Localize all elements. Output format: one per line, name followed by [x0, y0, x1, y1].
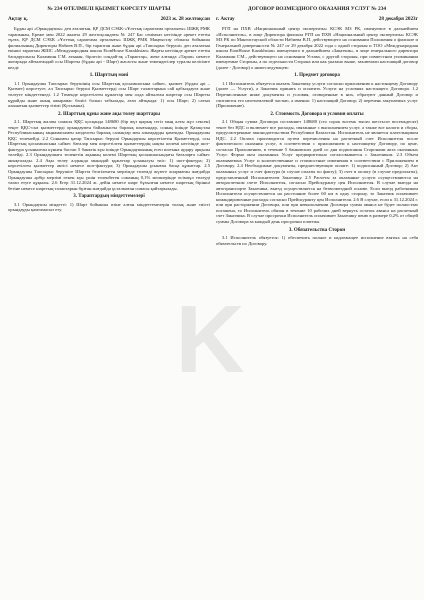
- section-3-heading-ru: 3. Обязательства Сторон: [288, 227, 346, 233]
- contract-title-kz: № 234 ӨТЕЛМЕЛІ ҚЫЗМЕТ КӨРСЕТУ ШАРТЫ: [47, 6, 171, 12]
- section-1-text-ru: 1.1 Исполнитель обязуется оказать Заказчику услуги согласно приложению к настоящему Договору (далее — Услуги), а Заказчик принять и оплатить Услуги на условиях настоящего Договора. 1.2 Перечисленные ниже документы и условия, оговоренные в них, образуют данный Договор и считаются его неотъемлемой частью, а именно: 1) настоящий Договор; 2) перечень закупаемых услуг (Приложение).: [216, 80, 418, 109]
- section-2-heading-ru: 2. Стоимость Договора и условия оплаты: [270, 111, 364, 117]
- section-1-text-kz: 1.1 Орындаушы Тапсырыс берушінің осы Шарттың қосымшасына сәйкес, қызмет (бұдан әрі – Қызмет) көрсетуге, ал Тапсырыс беруші Қызметтерді осы Шарт талаптарына сай қабылдауға және төлеуге міндеттенеді. 1.2 Төменде көрсетілген құжаттар мен олда айтылған шарттар осы Шартты құрайды және оның ажырамас бөлігі болып табылады, атап айтқанда: 1) осы Шарт; 2) сатып алынатын қызметтер тізімі (Қосымша).: [8, 80, 210, 109]
- section-2-heading-kz: 2. Шарттың құны және ақы төлеу шарттары: [58, 111, 160, 117]
- russian-column: [216, 6, 418, 596]
- date-kz: 2023 ж. 28 желтоқсан: [160, 16, 210, 22]
- section-2-text-kz: 2.1. Шарттың жалпы сомасы ҚҚС қосқанда 148680 (бір жүз қырық сегіз мың алты жүз сексен) теңге ҚҚС-сыз қызметтерді орындаумен байланысты барлық шығындар, соның ішінде Қазақстан Республикасының заңнамасымен көзделген барлық салықтар мен алымдарды қамтиды. Орындаушы ҚҚС төлемейді. 2.2 Сонымен қатар Тапсырыс беруші Орындаушы көрсетілетін Қызметтерді, осы Шарттың қосымшасына сәйкес бағалар мен көрсетілген қызметтердің нақты көлемі негізінде шот-фактура ұсынылған күннен бастап 5 банктік күн ішінде Орындаушының есеп шотына аудару арқылы төлейді. 2.3 Орындаушыға төленетін ақының көлемі Шарттың қосымшасындағы бағаларға сәйкес анықталады. 2.4 Ақы төлеу алдында мынадай құжаттар ұсынылуы тиіс: 1) шот-фактура; 2) көрсетілген қызметтер актісі немесе шот-фактура; 3) Орындаушы ұсынған басқа құжаттар. 2.5 Орындаушы Тапсырыс берушіге Шартта белгіленген мерзімде төлемді жүзеге асырмаған жағдайда Орындаушы әрбір мерзімі өткен күн үшін төленбеген соманың 0,1% мөлшерінде өсімпұл төлеуді талап етуге құқылы. 2.6 Егер 31.12.2024 ж. дейін немесе шарт бұзылған немесе шарттың бірінші бетіне немесе шарттың талаптарын бұзған жағдайда ұсталмаған сомасы қайтарылады.: [8, 119, 210, 191]
- contract-title-ru: ДОГОВОР ВОЗМЕЗДНОГО ОКАЗАНИЯ УСЛУГ № 234: [247, 6, 387, 12]
- place-date-kz: [8, 16, 210, 23]
- place-date-ru: [216, 16, 418, 23]
- section-3-heading-kz: 3. Тараптардың міндеттемелері: [73, 194, 145, 200]
- section-2-text-ru: 2.1 Общая сумма Договора составляет 148680 (сто сорок восемь тысяч шестьсот восемьдесят) тенге без НДС и включает все расходы, связанные с выполнением услуг, а также все налоги и сборы, предусмотренные законодательством Республики Казахстан. Исполнитель не является плательщиком НДС. 2.2 Оплата производится путем перечисления на расчетный счет Исполнителя после фактического оказания услуг, в соответствии с приложением к настоящему Договору, по цене, согласно Приложению, в течение 5 банковских дней со дня подписания Сторонами акта оказанных Услуг. Форма акта оказанных Услуг предварительно согласовывается с Заказчиком. 2.3 Объем оказываемых Услуг и количественные и стоимостные изменения в соответствии с Приложением в Договору. 2.4 Необходимые документы, предшествующие оплате: 1) подписанный Договор; 2) Акт оказанных услуг и счет фактура (в случае оплаты по факту); 3) счет в оплату (в случае предоплаты), представленный Исполнителем Заказчику. 2.5 Расчеты за оказанные услуги осуществляются на авторасчетном счете Исполнителя, согласно Прейскуранту цен Исполнителя. В случае выезда на автотранспорте Заказчика, выезд осуществляется на безвозмездной основе. Если выезд работником Исполнителя осуществляется на расстояние более 60 км в одну сторону, то Заказчик оплачивает командировочные расходы согласно Прейскуранту цен Исполнителя. 2.6 В случае, если к 31.12.2024 г. или при расторжении Договора, или при невыполнении Договора сумма аванса не будет полностью погашена, то Исполнитель обязан в течение 10 рабочих дней вернуть остаток аванса на расчетный счет Заказчика. В случае просрочки Исполнитель оплачивает Заказчику пеню в размере 0,2% от общей суммы Договора за каждый день просрочки платежа.: [216, 119, 418, 224]
- date-ru: 28 декабря 2023г: [378, 16, 418, 22]
- section-3-text-ru: 3.1 Исполнитель обязуется: 1) обеспечить полное и надлежащее исполнение взятых на себя обязательств по Договору.: [216, 235, 418, 246]
- intro-ru: РГП на ПХВ «Национальный центр экспертизы» КСЭК МЗ РК, именуемое в дальнейшем «Исполнитель», в лице Директора филиала РГП на ПХВ «Национальный центр экспертизы» КСЭК МЗ РК по Мангистауской области Набиева В.П. действующего на основании Положения о филиале и Генеральной доверенности № 247 от 29 декабря 2022 года с одной стороны и ТОО «Международная школа EtonHouse Kazakhstan» именуемого в дальнейшем «Заказчик», в лице генерального директора Каламкин Г.М., действующего на основании Устава, с другой стороны, при совместном упоминании именуемые Стороны, а по отдельности Сторона или как указано выше, заключили настоящий договор (далее - Договор) о нижеследующем:: [216, 26, 418, 70]
- kazakh-column: [8, 6, 210, 596]
- section-3-text-kz: 3.1 Орындаушы міндетті: 1) Шарт бойынша өзіне алған міндеттемелерін толық және тиісті орындауды қамтамасыз ету.: [8, 201, 210, 213]
- intro-kz: Бұдан әрі «Орындаушы» деп аталатын, ҚР ДСМ СЭБК-«Ұлттық сараптама орталығы» ШЖҚ РМК тарапынан, Ереже мен 2022 жылғы 29 желтоқсандағы № 247 Бас сенімхат негізінде әрекет ететін тұлға, ҚР ДСМ СЭБК «Ұлттық сараптама орталығы» ШЖҚ РМК Маңғыстау облысы бойынша филиалының Директоры Набиев В.П., бір тараптан және бұдан әрі «Тапсырыс беруші» деп аталатын екінші тараптан ЖШС «Международная школа EtonHouse Kazakhstan» Жарғы негізінде әрекет ететін басқарушысы Каламкин Г.М. атынан, бірлесіп сондай-ақ «Тараптар», жеке алғанда «Тарап» немесе жоғарыда айтылғандай осы Шартты (бұдан әрі - Шарт) жасасты және төмендегілер туралы келісімге келді:: [8, 26, 210, 70]
- watermark-logo: K: [175, 286, 245, 393]
- city-kz: Ақтау қ.: [8, 16, 28, 22]
- section-1-heading-ru: 1. Предмет договора: [294, 73, 340, 79]
- section-1-heading-kz: 1. Шарттың мәні: [89, 73, 129, 79]
- city-ru: г. Актау: [216, 16, 235, 22]
